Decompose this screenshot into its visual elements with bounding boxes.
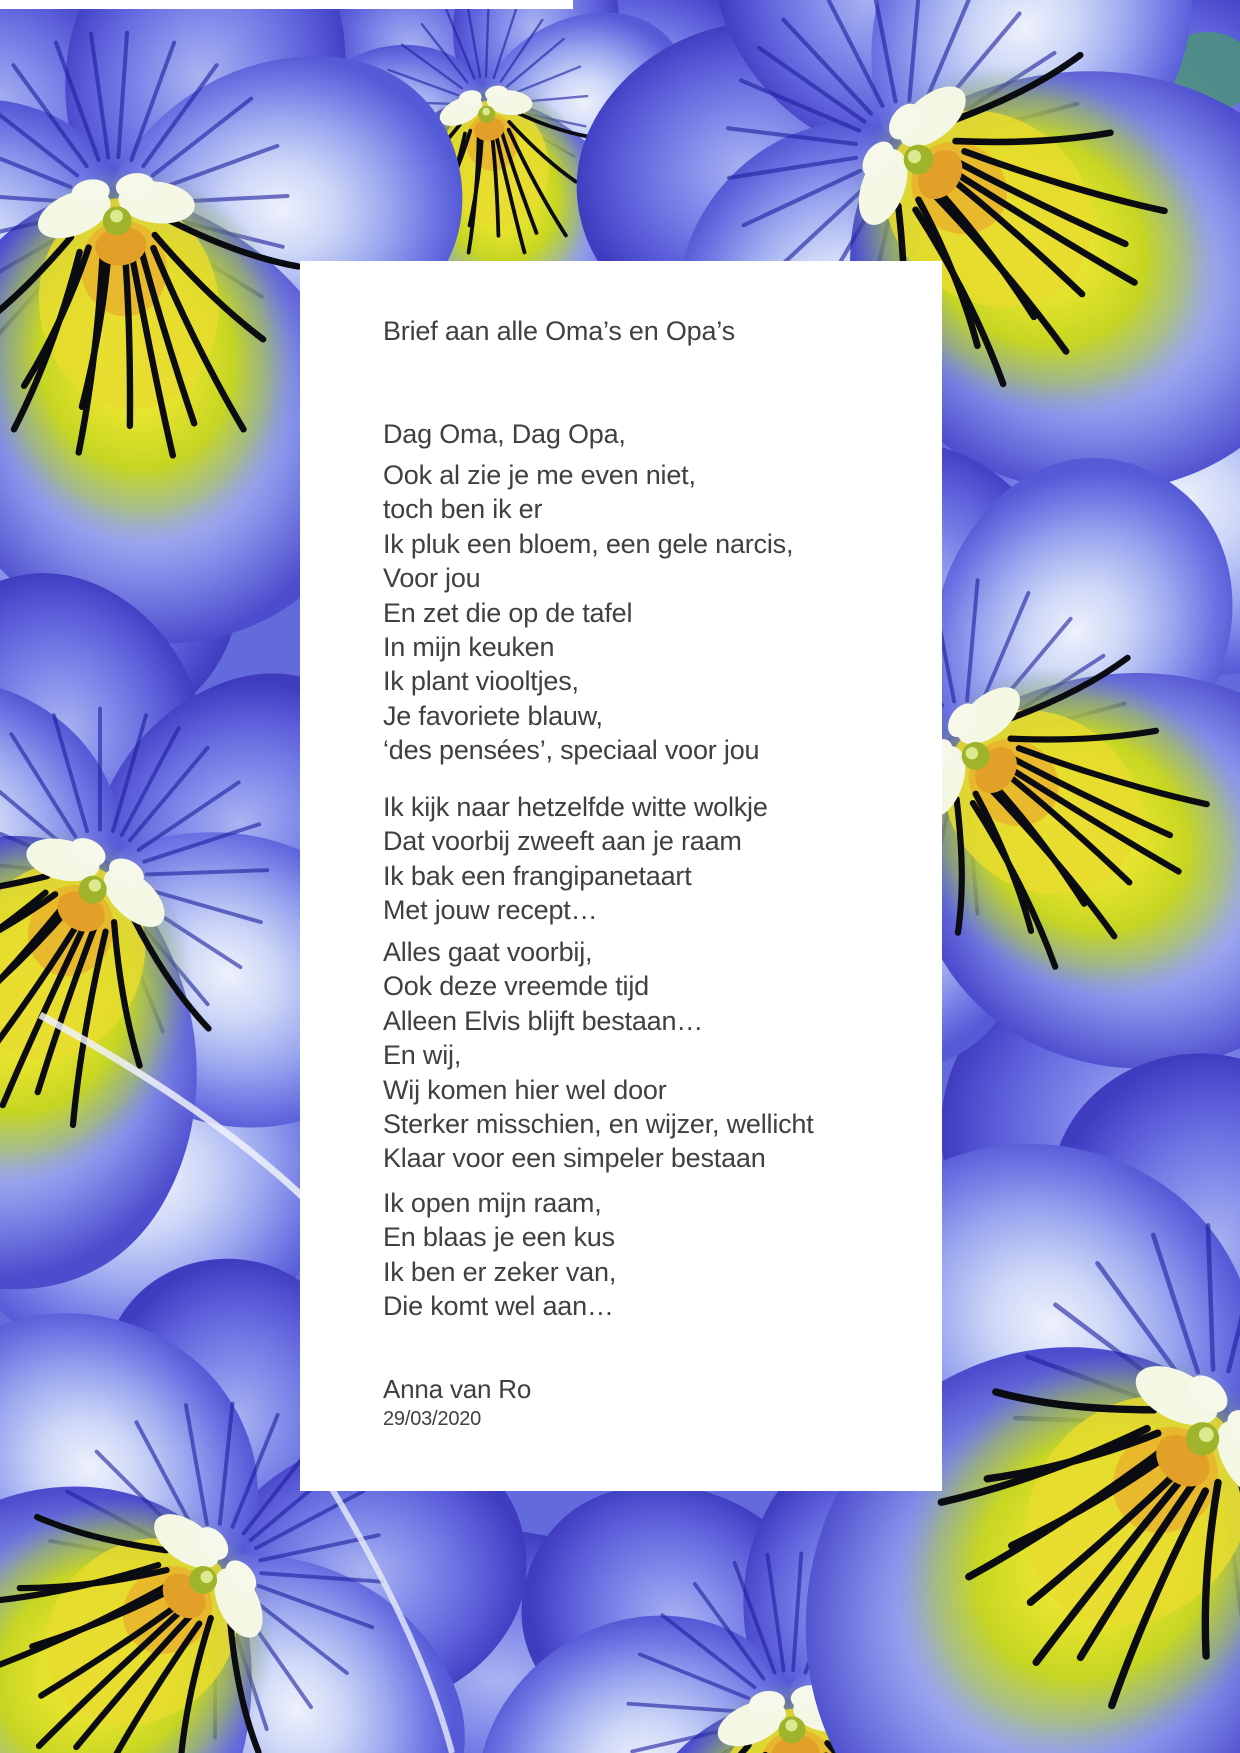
- poem-line: Ik open mijn raam,: [383, 1188, 602, 1218]
- poem-line: Klaar voor een simpeler bestaan: [383, 1143, 766, 1174]
- poem-line: En wij,: [383, 1040, 462, 1071]
- poem-line: Ik ben er zeker van,: [383, 1256, 617, 1287]
- poem-line: toch ben ik er: [383, 494, 543, 525]
- poem-stanza-3: [383, 935, 814, 1176]
- poem-stanza-1: [383, 458, 793, 768]
- poem-stanza-4: [383, 1186, 616, 1324]
- poem-line: Ik bak een frangipanetaart: [383, 860, 692, 891]
- poem-line: Ook al zie je me even niet,: [383, 460, 696, 490]
- poem-line: En zet die op de tafel: [383, 597, 633, 628]
- poem-line: Sterker misschien, en wijzer, wellicht: [383, 1109, 814, 1140]
- poem-line: ‘des pensées’, speciaal voor jou: [383, 735, 760, 766]
- poem-title: Brief aan alle Oma’s en Opa’s: [383, 316, 735, 346]
- signature-name: Anna van Ro: [383, 1374, 532, 1404]
- poem-line: Ik plant viooltjes,: [383, 666, 579, 697]
- signature-date: 29/03/2020: [383, 1408, 482, 1430]
- poem-card: [300, 261, 942, 1491]
- poem-line: Die komt wel aan…: [383, 1291, 614, 1322]
- poem-line: Dat voorbij zweeft aan je raam: [383, 826, 742, 857]
- poem-line: Alleen Elvis blijft bestaan…: [383, 1005, 704, 1036]
- poem-line: Ik kijk naar hetzelfde witte wolkje: [383, 792, 768, 822]
- poem-line: Wij komen hier wel door: [383, 1074, 667, 1105]
- poem-greeting: Dag Oma, Dag Opa,: [383, 419, 626, 449]
- poem-line: Alles gaat voorbij,: [383, 937, 593, 967]
- poem-line: Ik pluk een bloem, een gele narcis,: [383, 528, 794, 559]
- poem-line: In mijn keuken: [383, 632, 555, 663]
- top-white-sliver: [0, 0, 573, 9]
- poem-line: Ook deze vreemde tijd: [383, 971, 649, 1002]
- poem-line: Met jouw recept…: [383, 895, 598, 926]
- poem-line: Je favoriete blauw,: [383, 700, 603, 731]
- poem-line: Voor jou: [383, 563, 481, 594]
- poem-stanza-2: [383, 790, 768, 928]
- poem-line: En blaas je een kus: [383, 1222, 615, 1253]
